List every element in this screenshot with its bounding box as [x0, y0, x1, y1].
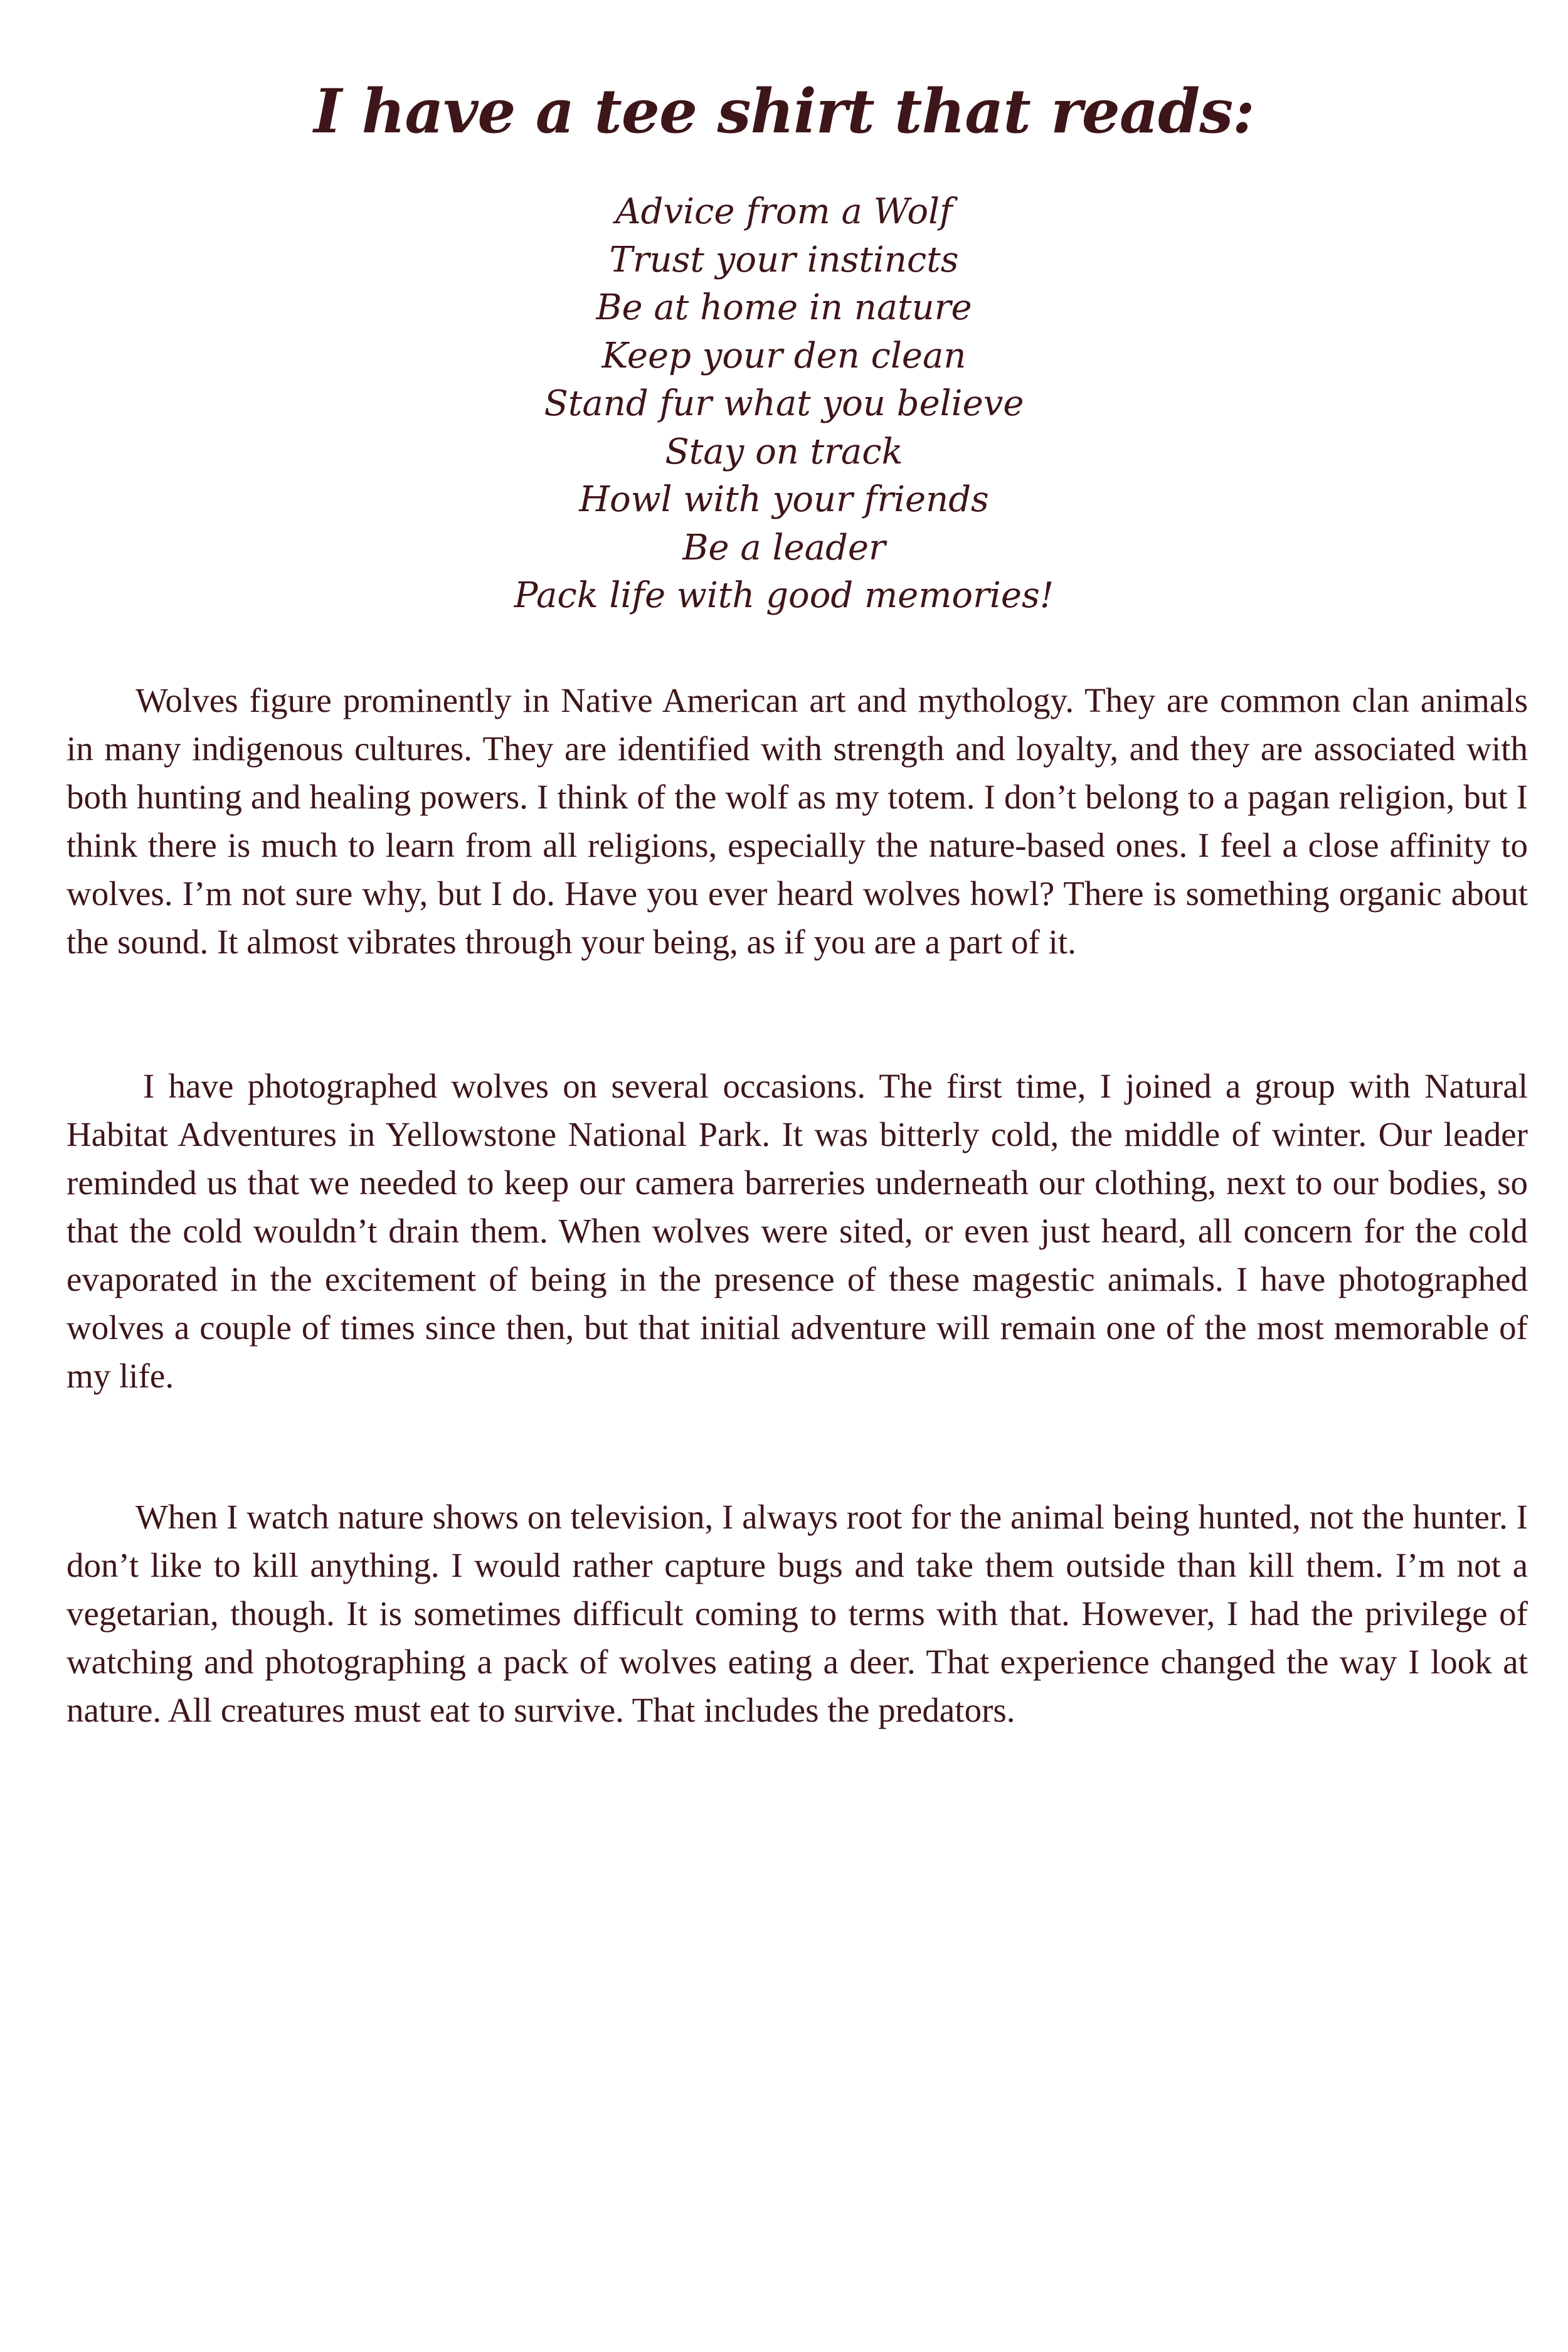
paragraph-wolves-mythology: Wolves figure prominently in Native American art and mythology. They are common clan animals in many indigenous cultures. They are identified with strength and loyalty, and they are associated with both hunting and healing powers. I think of the wolf as my totem. I don’t belong to a pagan religion, but I think there is much to learn from all religions, especially the nature-based ones. I feel a close affinity to wolves. I’m not sure why, but I do. Have you ever heard wolves howl? There is something organic about the sound. It almost vibrates through your being, as if you are a part of it.: [66, 681, 1528, 961]
verse-line: Howl with your friends: [579, 479, 989, 520]
verse-line: Be at home in nature: [596, 287, 972, 328]
tee-shirt-verse: [0, 188, 1568, 620]
verse-line: Stay on track: [665, 431, 903, 472]
verse-line: Stand fur what you believe: [544, 383, 1024, 424]
verse-line: Keep your den clean: [601, 335, 967, 376]
verse-line: Trust your instincts: [609, 239, 959, 280]
verse-line: Be a leader: [682, 527, 886, 568]
verse-line: Advice from a Wolf: [615, 191, 953, 232]
paragraph-nature-shows: When I watch nature shows on television, I always root for the animal being hunted, not the hunter. I don’t like to kill anything. I would rather capture bugs and take them outside than kill them. I’m not a vegetarian, though. It is sometimes difficult coming to terms with that. However, I had the privilege of watching and photographing a pack of wolves eating a deer. That experience changed the way I look at nature. All creatures must eat to survive. That includes the predators.: [66, 1498, 1528, 1729]
page-title: I have a tee shirt that reads:: [314, 76, 1254, 147]
verse-line: Pack life with good memories!: [514, 575, 1054, 616]
paragraph-photographing-wolves: I have photographed wolves on several occasions. The first time, I joined a group with Natural Habitat Adventures in Yellowstone National Park. It was bitterly cold, the middle of winter. Our leader reminded us that we needed to keep our camera barreries underneath our clothing, next to our bodies, so that the cold wouldn’t drain them. When wolves were sited, or even just heard, all concern for the cold evaporated in the excitement of being in the presence of these magestic animals. I have photographed wolves a couple of times since then, but that initial adventure will remain one of the most memorable of my life.: [66, 1067, 1528, 1395]
